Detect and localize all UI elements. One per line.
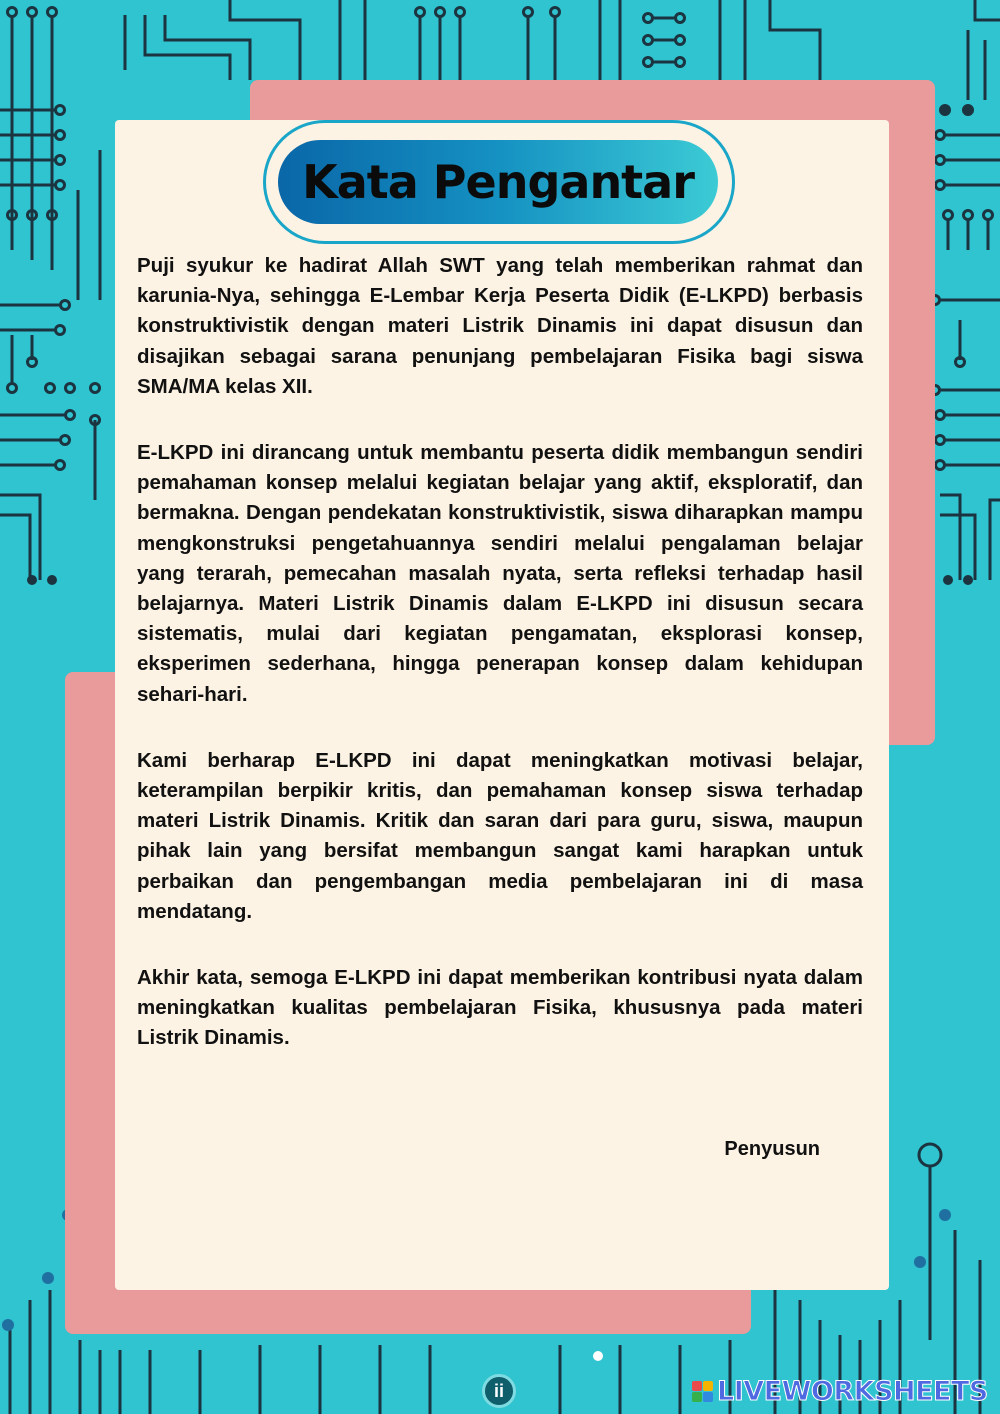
brand-name: LIVEWORKSHEETS bbox=[717, 1375, 988, 1407]
page-title: Kata Pengantar bbox=[302, 155, 694, 209]
paragraph-2: E-LKPD ini dirancang untuk membantu peserta didik membangun sendiri pemahaman konsep melalui kegiatan belajar yang aktif, eksploratif, dan bermakna. Dengan pendekatan konstruktivistik, siswa diharapkan mampu mengkonstruksi pengetahuannya sendiri melalui pengalaman belajar yang terarah, pemecahan masalah nyata, serta refleksi terhadap hasil belajarnya. Materi Listrik Dinamis dalam E-LKPD ini disusun secara sistematis, mulai dari kegiatan pengamatan, eksplorasi konsep, eksperimen sederhana, hingga penerapan konsep dalam kehidupan sehari-hari. bbox=[137, 441, 863, 706]
page-number-badge: ii bbox=[482, 1374, 516, 1408]
title-banner bbox=[278, 140, 718, 224]
paragraph-3: Kami berharap E-LKPD ini dapat meningkatkan motivasi belajar, keterampilan berpikir kritis, dan pemahaman konsep siswa terhadap materi Listrik Dinamis. Kritik dan saran dari para guru, siswa, maupun pihak lain yang bersifat membangun sangat kami harapkan untuk perbaikan dan pengembangan media pembelajaran ini di masa mendatang. bbox=[137, 748, 863, 923]
liveworksheets-logo-icon bbox=[692, 1381, 713, 1402]
liveworksheets-branding bbox=[692, 1374, 988, 1408]
foreword-body bbox=[137, 251, 863, 1090]
paragraph-4: Akhir kata, semoga E-LKPD ini dapat memberikan kontribusi nyata dalam meningkatkan kualitas pembelajaran Fisika, khususnya pada materi Listrik Dinamis. bbox=[137, 966, 863, 1050]
signature: Penyusun bbox=[724, 1138, 820, 1160]
paragraph-1: Puji syukur ke hadirat Allah SWT yang telah memberikan rahmat dan karunia-Nya, sehingga E-Lembar Kerja Peserta Didik (E-LKPD) berbasis konstruktivistik dengan materi Listrik Dinamis ini dapat disusun dan disajikan sebagai sarana penunjang pembelajaran Fisika bagi siswa SMA/MA kelas XII. bbox=[137, 254, 863, 398]
